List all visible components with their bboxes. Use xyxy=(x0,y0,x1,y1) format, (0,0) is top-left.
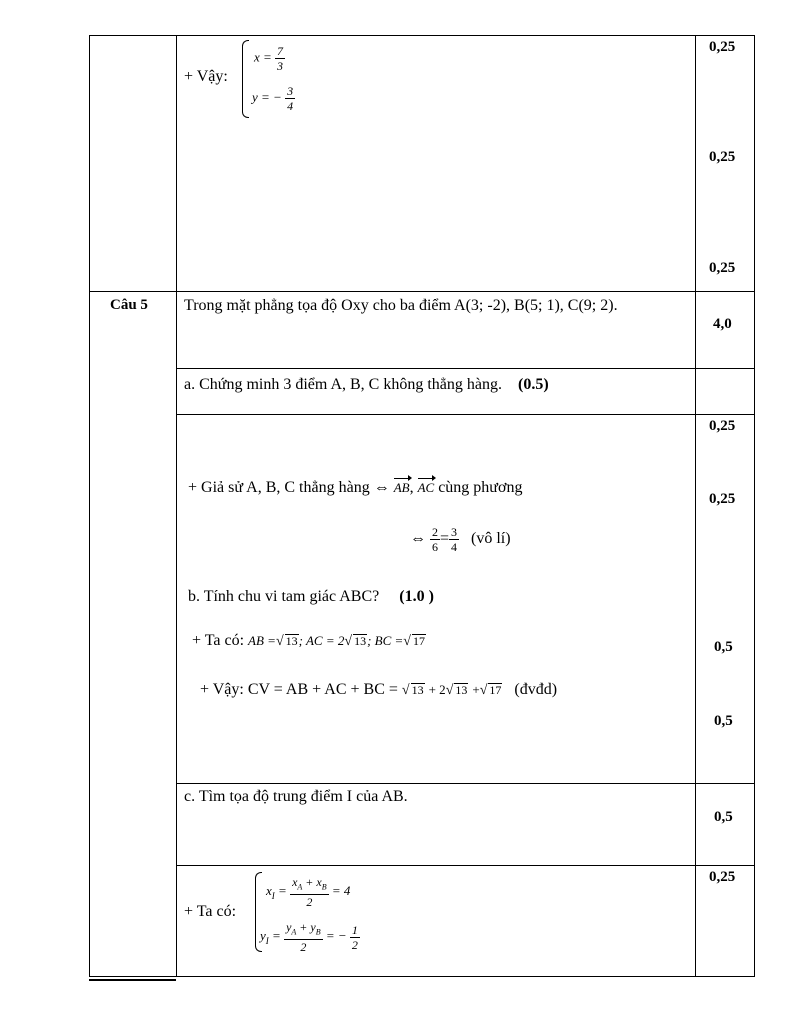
part-b-line2: + Vậy: CV = AB + AC + BC = √ 13 + 2√ 13 +√ 17 (đvđd) xyxy=(200,681,558,698)
score: 0,5 xyxy=(714,713,733,729)
vector-ab: AB xyxy=(393,480,410,495)
score: 0,25 xyxy=(709,39,736,55)
eq-y: y = − $\frac{3}{4}$ xyxy=(252,84,294,113)
part-a-line1: + Giả sử A, B, C thẳng hàng ⇔ AB, AC cùng phương xyxy=(188,479,523,496)
part-a-title: a. Chứng minh 3 điểm A, B, C không thẳng hàng. (0.5) xyxy=(184,376,549,393)
eq-xi: $x_I$ = $\frac{x_A + x_B}{2}$ = 4 xyxy=(266,875,351,910)
question-label: Câu 5 xyxy=(110,297,148,313)
part-b-title: b. Tính chu vi tam giác ABC? (1.0 ) xyxy=(188,588,434,605)
vector-ac: AC xyxy=(417,480,435,495)
score: 0,5 xyxy=(714,639,733,655)
eq-yi: $y_I$ = $\frac{y_A + y_B}{2}$ = − $\frac{1}{2}$ xyxy=(260,920,358,955)
score: 0,25 xyxy=(709,418,736,434)
score: 0,25 xyxy=(709,491,736,507)
score: 0,25 xyxy=(709,149,736,165)
score: 0,25 xyxy=(709,260,736,276)
eq-x: x = $\frac{7}{3}$ xyxy=(254,44,284,73)
total-score: 4,0 xyxy=(713,316,732,332)
score: 0,25 xyxy=(709,869,736,885)
part-c-title: c. Tìm tọa độ trung điểm I của AB. xyxy=(184,788,408,805)
score: 0,5 xyxy=(714,809,733,825)
system-brace xyxy=(242,40,249,118)
conclusion-prefix: + Vậy: xyxy=(184,68,228,85)
part-a-line2: ⇔ $\frac{2}{6}$ = $\frac{3}{4}$ (vô lí) xyxy=(410,525,511,554)
part-b-line1: + Ta có: AB =√ 13; AC = 2√ 13; BC =√ 17 xyxy=(192,632,425,649)
part-c-prefix: + Ta có: xyxy=(184,903,237,920)
question-intro: Trong mặt phẳng tọa độ Oxy cho ba điểm A(3; -2), B(5; 1), C(9; 2). xyxy=(184,297,618,314)
